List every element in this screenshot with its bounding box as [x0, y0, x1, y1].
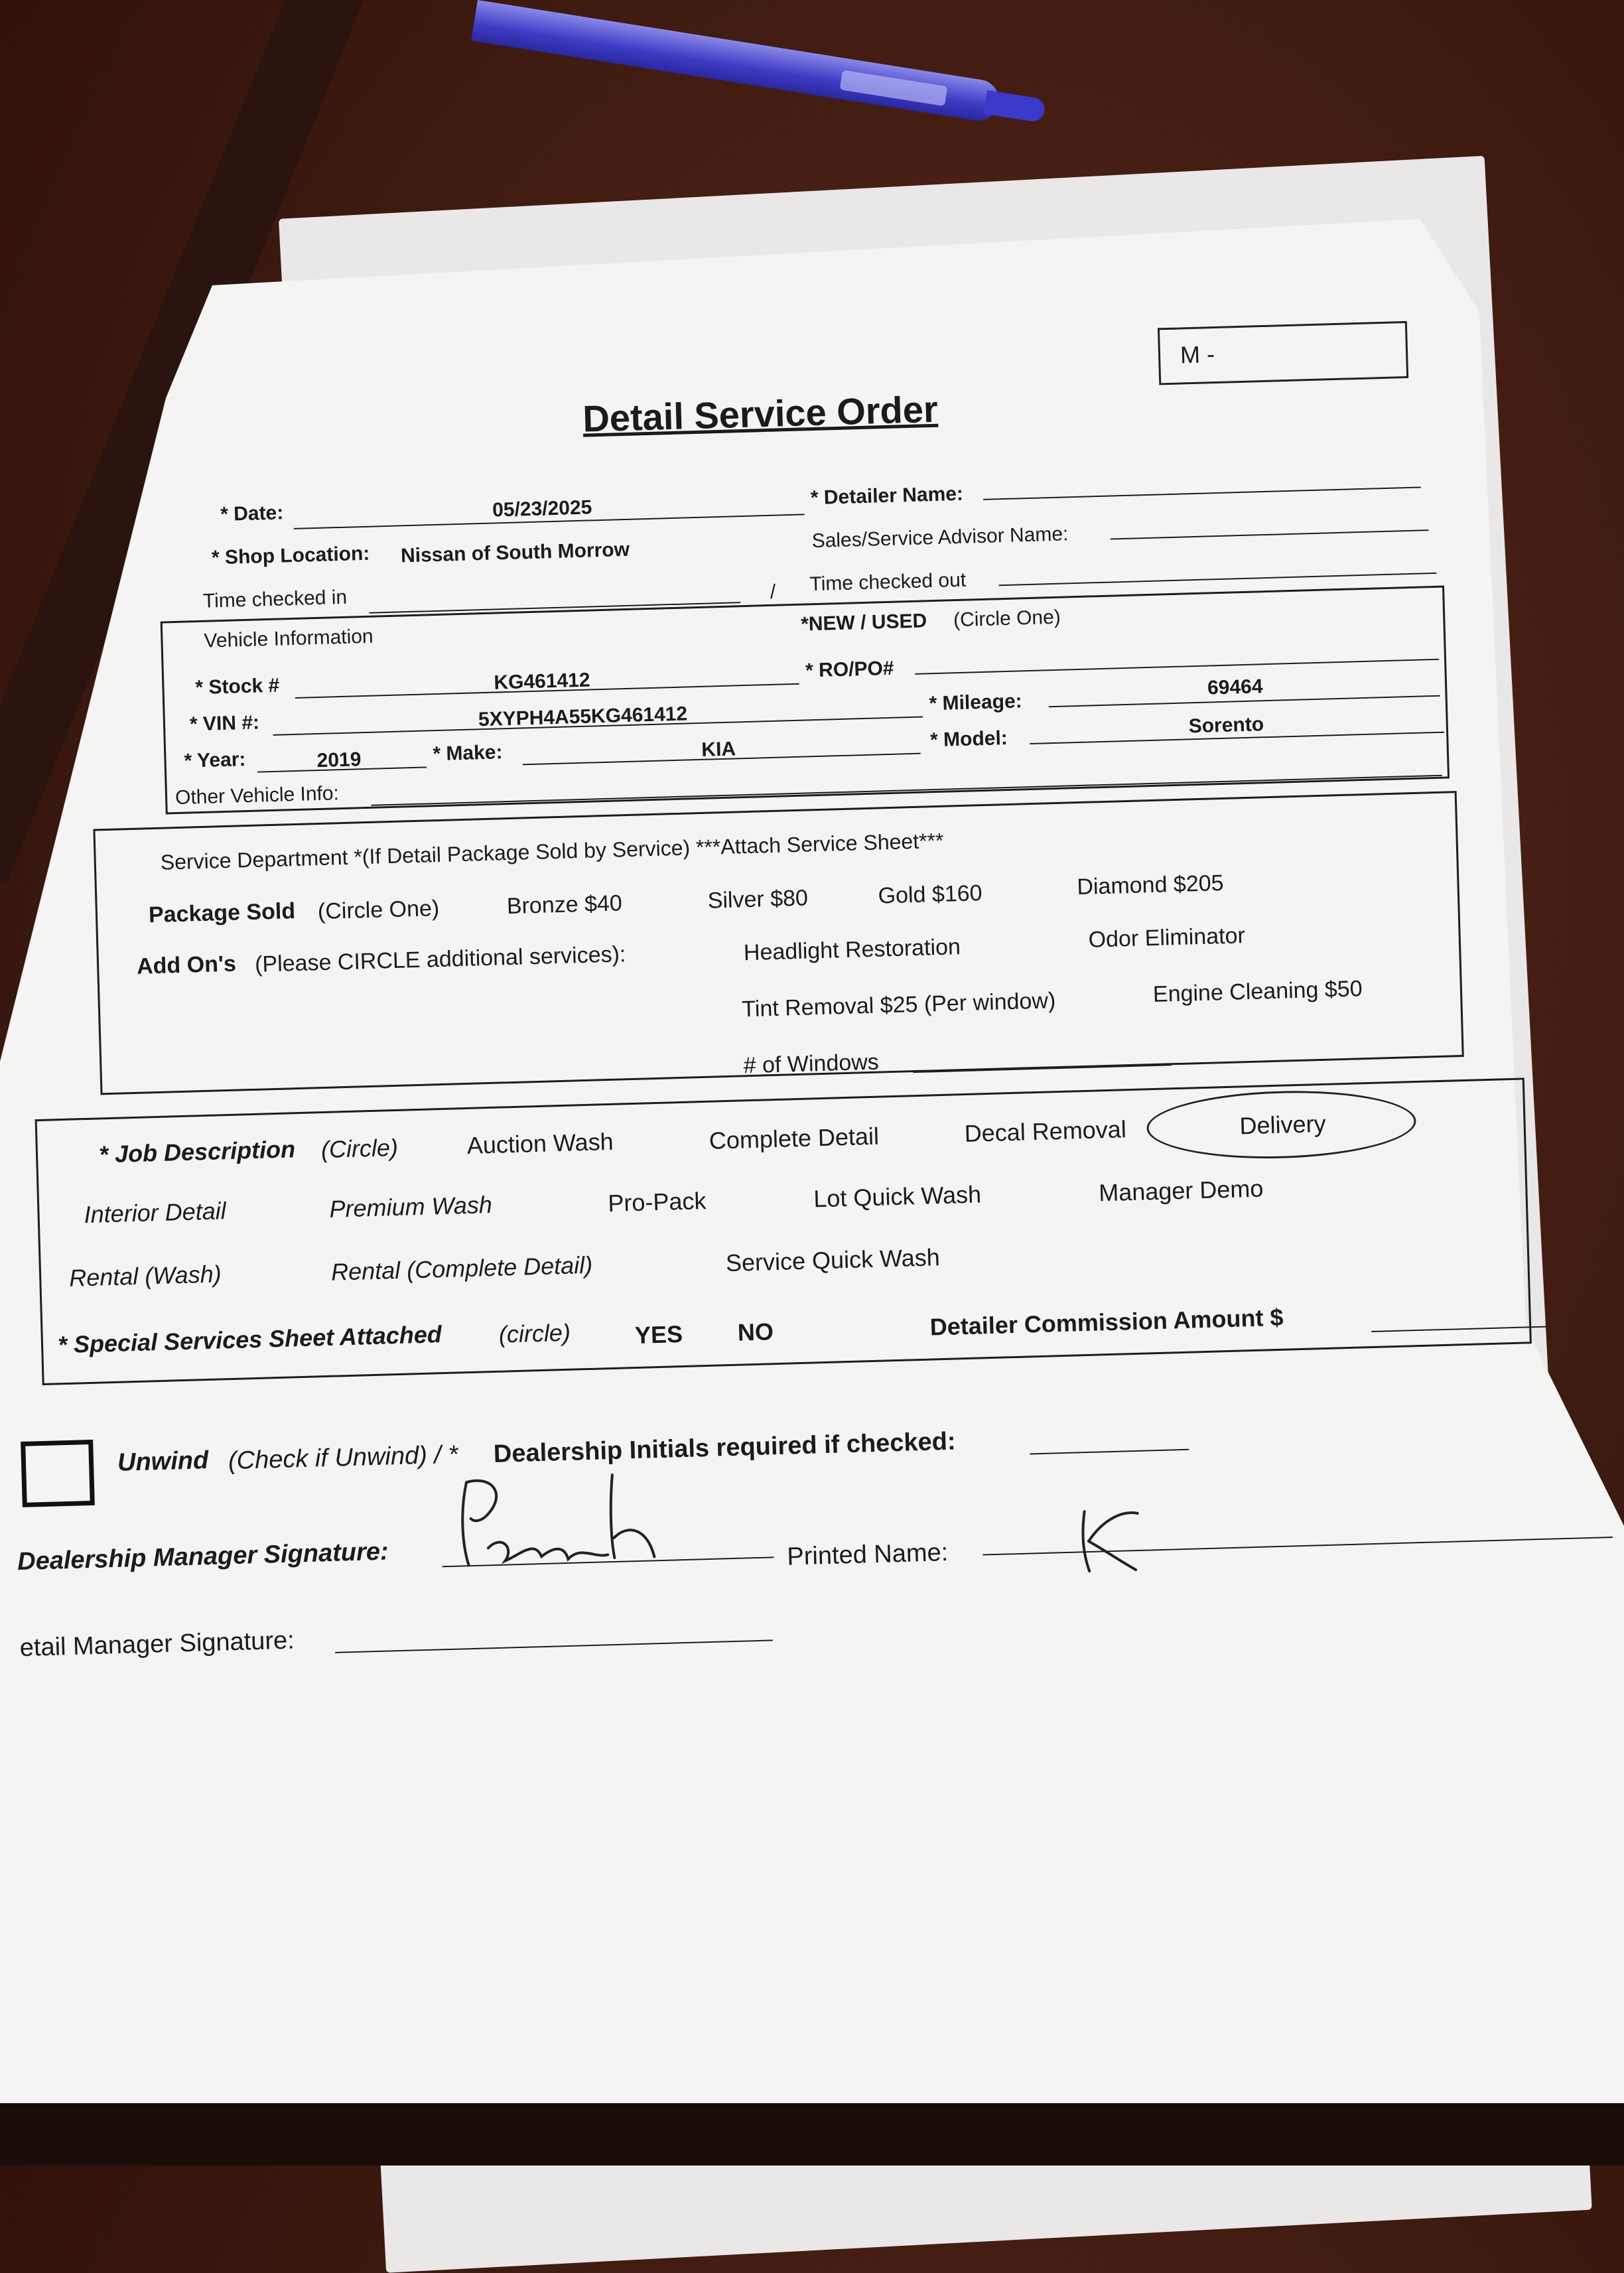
windows-label: # of Windows	[743, 1049, 880, 1079]
job-pro-pack[interactable]: Pro-Pack	[607, 1186, 707, 1217]
vin-value: 5XYPH4A55KG461412	[478, 703, 688, 731]
sales-advisor-line[interactable]	[1111, 529, 1429, 539]
unwind-note: (Check if Unwind) / *	[228, 1440, 458, 1476]
job-circle-note: (Circle)	[320, 1133, 399, 1164]
package-diamond[interactable]: Diamond $205	[1076, 870, 1225, 900]
dealership-initials-label: Dealership Initials required if checked:	[493, 1427, 957, 1469]
stock-value: KG461412	[494, 669, 590, 694]
time-in-label: Time checked in	[202, 586, 348, 612]
form-title: Detail Service Order	[582, 387, 939, 440]
special-yes[interactable]: YES	[634, 1320, 683, 1349]
addon-odor[interactable]: Odor Eliminator	[1088, 923, 1246, 953]
time-out-line[interactable]	[999, 573, 1437, 586]
stock-label: * Stock #	[195, 674, 280, 699]
mileage-value: 69464	[1207, 675, 1263, 699]
year-value: 2019	[316, 748, 362, 772]
job-premium-wash[interactable]: Premium Wash	[328, 1190, 493, 1223]
circle-one-note: (Circle One)	[953, 606, 1061, 632]
slash: /	[770, 581, 776, 603]
package-silver[interactable]: Silver $80	[707, 885, 809, 914]
dealership-manager-signature-label: Dealership Manager Signature:	[17, 1537, 389, 1576]
job-rental-complete[interactable]: Rental (Complete Detail)	[330, 1251, 593, 1286]
vehicle-info-heading: Vehicle Information	[204, 625, 374, 652]
addon-engine[interactable]: Engine Cleaning $50	[1152, 976, 1363, 1008]
job-lot-quick-wash[interactable]: Lot Quick Wash	[813, 1180, 982, 1213]
sales-advisor-label: Sales/Service Advisor Name:	[811, 523, 1069, 553]
year-label: * Year:	[184, 748, 246, 772]
initials-line[interactable]	[1030, 1449, 1189, 1455]
addon-tint[interactable]: Tint Removal $25 (Per window)	[741, 988, 1056, 1022]
special-circle-note: (circle)	[498, 1318, 571, 1348]
job-service-quick-wash[interactable]: Service Quick Wash	[725, 1243, 941, 1277]
job-manager-demo[interactable]: Manager Demo	[1098, 1174, 1264, 1207]
addons-label: Add On's	[136, 951, 237, 979]
job-auction-wash[interactable]: Auction Wash	[466, 1127, 614, 1159]
job-interior-detail[interactable]: Interior Detail	[84, 1197, 227, 1229]
package-sold-label: Package Sold	[148, 898, 296, 928]
package-bronze[interactable]: Bronze $40	[506, 890, 623, 920]
detailer-name-label: * Detailer Name:	[810, 482, 964, 510]
special-no[interactable]: NO	[737, 1318, 774, 1346]
addons-note: (Please CIRCLE additional services):	[254, 941, 626, 977]
shop-location-label: * Shop Location:	[211, 542, 370, 569]
job-rental-wash[interactable]: Rental (Wash)	[68, 1260, 222, 1292]
manager-signature-image	[446, 1462, 714, 1576]
m-number-box	[1158, 321, 1408, 385]
model-label: * Model:	[929, 726, 1008, 752]
model-value: Sorento	[1188, 713, 1264, 738]
m-number-label: M -	[1180, 340, 1215, 369]
detailer-name-line[interactable]	[983, 486, 1421, 500]
date-value: 05/23/2025	[492, 496, 592, 521]
date-label: * Date:	[220, 502, 284, 525]
package-circle-note: (Circle One)	[317, 896, 440, 925]
unwind-label: Unwind	[117, 1446, 209, 1477]
detail-manager-signature-line[interactable]	[335, 1639, 773, 1653]
mileage-label: * Mileage:	[929, 690, 1023, 715]
commission-label: Detailer Commission Amount $	[929, 1303, 1284, 1341]
unwind-checkbox[interactable]	[21, 1440, 95, 1507]
printed-name-initial	[1071, 1503, 1152, 1578]
time-out-label: Time checked out	[809, 569, 967, 596]
job-complete-detail[interactable]: Complete Detail	[709, 1122, 880, 1154]
new-used-label: *NEW / USED	[800, 610, 927, 636]
printed-name-label: Printed Name:	[786, 1538, 949, 1571]
shop-location-value: Nissan of South Morrow	[400, 538, 630, 567]
special-services-label: * Special Services Sheet Attached	[57, 1320, 442, 1359]
make-value: KIA	[701, 738, 736, 761]
job-description-label: * Job Description	[98, 1135, 296, 1168]
addon-headlight[interactable]: Headlight Restoration	[743, 934, 961, 966]
make-label: * Make:	[432, 741, 503, 766]
other-vehicle-label: Other Vehicle Info:	[174, 782, 340, 809]
desk-shadow	[0, 2103, 1624, 2166]
ropo-label: * RO/PO#	[805, 657, 894, 682]
service-heading: Service Department *(If Detail Package Sold by Service) ***Attach Service Sheet***	[160, 828, 944, 874]
detail-manager-signature-label: etail Manager Signature:	[19, 1626, 295, 1663]
package-gold[interactable]: Gold $160	[878, 880, 983, 909]
vin-label: * VIN #:	[189, 711, 260, 736]
job-decal-removal[interactable]: Decal Removal	[964, 1115, 1127, 1148]
job-delivery[interactable]: Delivery	[1239, 1109, 1327, 1140]
